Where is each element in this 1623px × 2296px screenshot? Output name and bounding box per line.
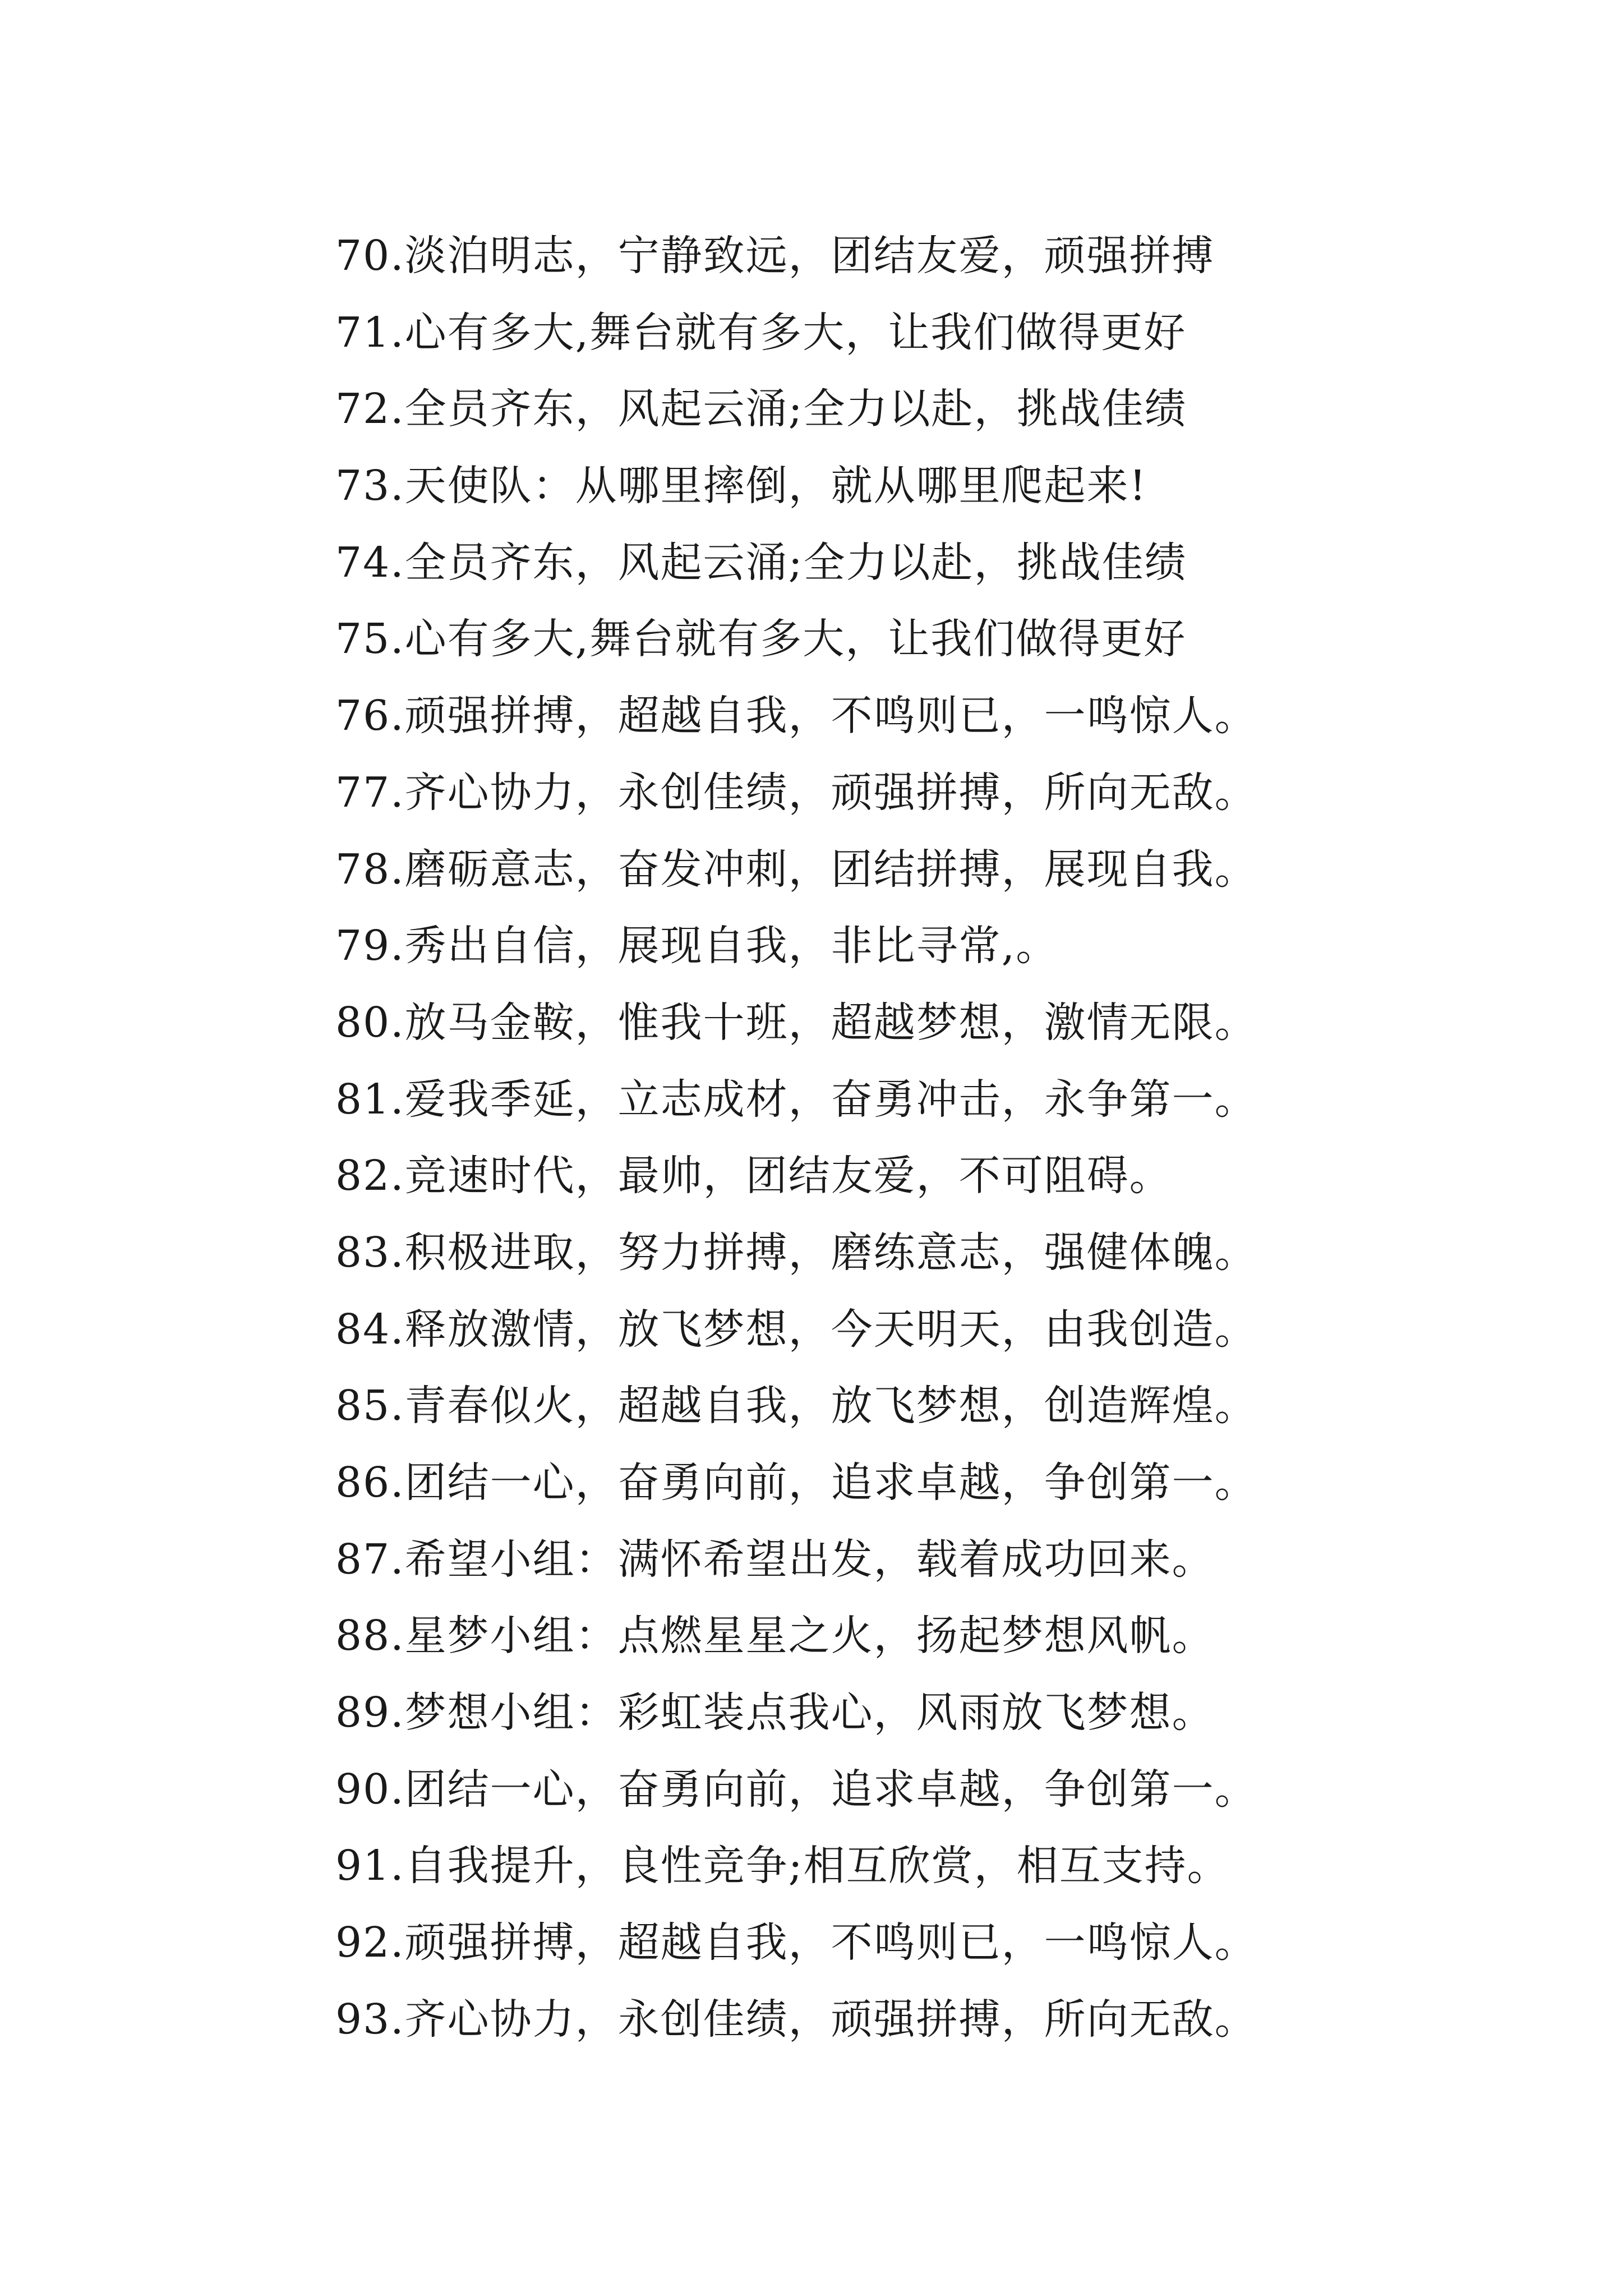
slogan-line: 85.青春似火，超越自我，放飞梦想，创造辉煌。 bbox=[335, 1382, 1257, 1430]
slogan-line: 72.全员齐东，风起云涌;全力以赴，挑战佳绩 bbox=[335, 385, 1187, 434]
slogan-line: 81.爱我季延，立志成材，奋勇冲击，永争第一。 bbox=[335, 1075, 1257, 1124]
slogan-line: 77.齐心协力，永创佳绩，顽强拼搏，所向无敌。 bbox=[335, 768, 1257, 817]
slogan-line: 88.星梦小组：点燃星星之火，扬起梦想风帆。 bbox=[335, 1612, 1215, 1660]
slogan-line: 78.磨砺意志，奋发冲刺，团结拼搏，展现自我。 bbox=[335, 845, 1257, 894]
slogan-list bbox=[335, 218, 1541, 2058]
slogan-line: 75.心有多大,舞台就有多大，让我们做得更好 bbox=[335, 615, 1187, 664]
slogan-line: 86.团结一心，奋勇向前，追求卓越，争创第一。 bbox=[335, 1458, 1257, 1507]
slogan-line: 87.希望小组：满怀希望出发，载着成功回来。 bbox=[335, 1535, 1215, 1584]
slogan-line: 74.全员齐东，风起云涌;全力以赴，挑战佳绩 bbox=[335, 538, 1187, 587]
slogan-line: 84.释放激情，放飞梦想，今天明天，由我创造。 bbox=[335, 1305, 1257, 1354]
slogan-line: 71.心有多大,舞台就有多大，让我们做得更好 bbox=[335, 308, 1187, 357]
slogan-line: 70.淡泊明志，宁静致远，团结友爱，顽强拼搏 bbox=[335, 232, 1215, 280]
slogan-line: 79.秀出自信，展现自我，非比寻常,。 bbox=[335, 922, 1059, 970]
slogan-line: 83.积极进取，努力拼搏，磨练意志，强健体魄。 bbox=[335, 1228, 1257, 1277]
slogan-line: 82.竞速时代，最帅，团结友爱，不可阻碍。 bbox=[335, 1152, 1172, 1200]
slogan-line: 80.放马金鞍，惟我十班，超越梦想，激情无限。 bbox=[335, 998, 1257, 1047]
slogan-line: 89.梦想小组：彩虹装点我心，风雨放飞梦想。 bbox=[335, 1688, 1215, 1737]
slogan-line: 91.自我提升，良性竞争;相互欣赏，相互支持。 bbox=[335, 1842, 1230, 1890]
slogan-line: 90.团结一心，奋勇向前，追求卓越，争创第一。 bbox=[335, 1765, 1257, 1814]
slogan-line: 93.齐心协力，永创佳绩，顽强拼搏，所向无敌。 bbox=[335, 1995, 1257, 2044]
slogan-line: 92.顽强拼搏，超越自我，不鸣则已，一鸣惊人。 bbox=[335, 1918, 1257, 1967]
slogan-line: 76.顽强拼搏，超越自我，不鸣则已，一鸣惊人。 bbox=[335, 692, 1257, 740]
slogan-line: 73.天使队：从哪里摔倒，就从哪里爬起来! bbox=[335, 462, 1147, 510]
